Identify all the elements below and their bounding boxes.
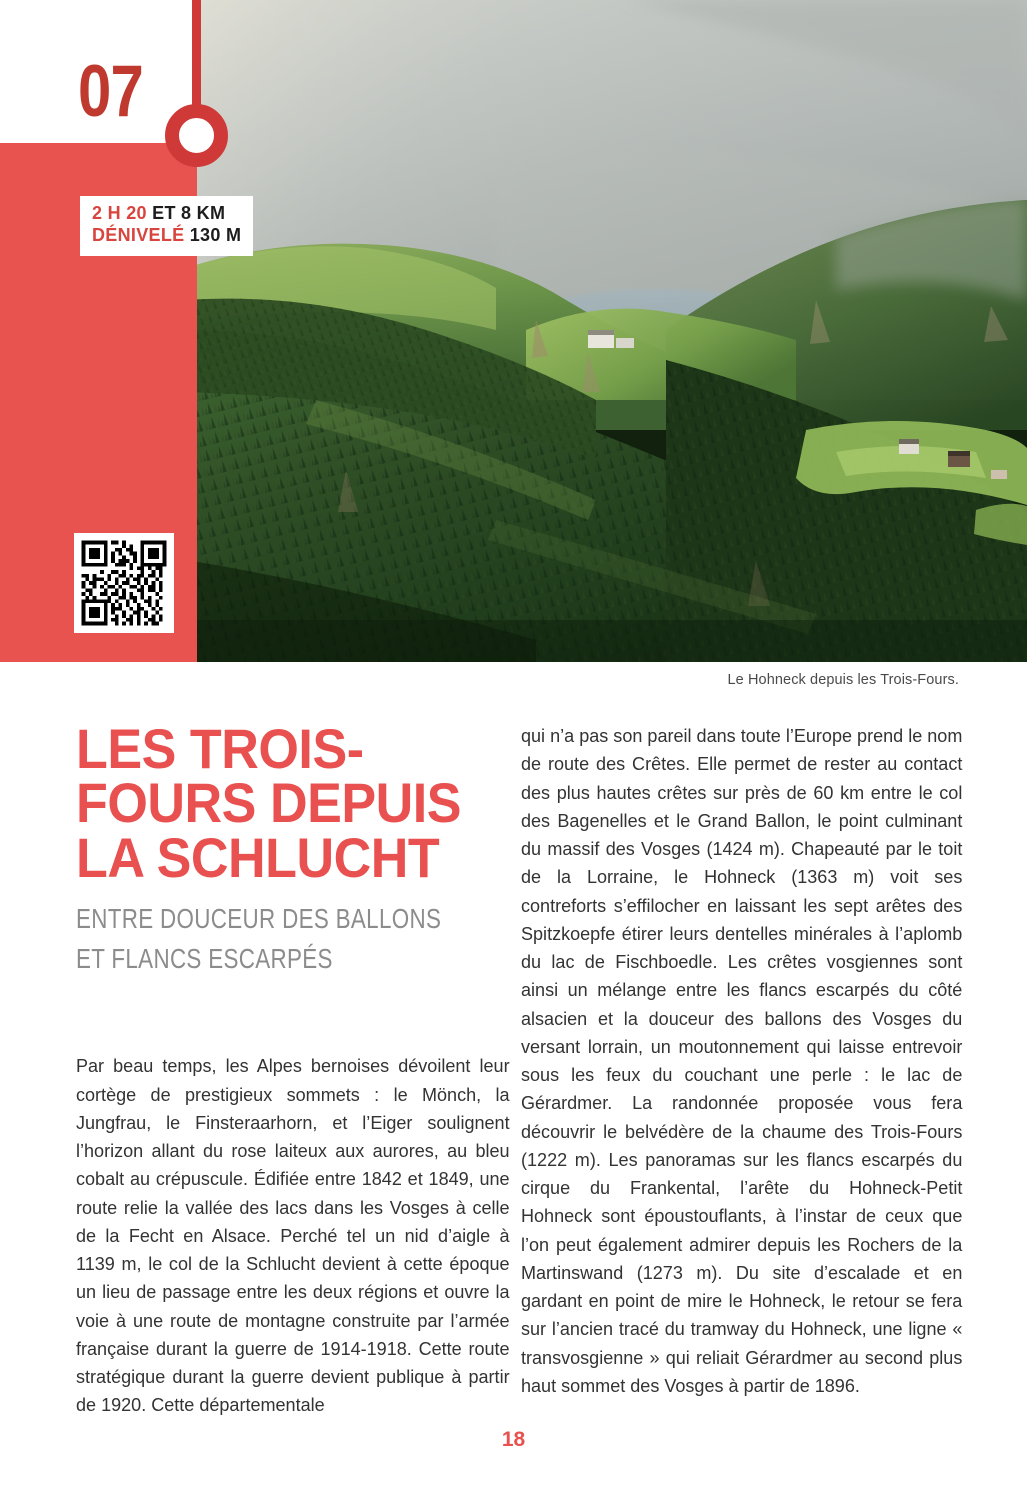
- badge-elevation-value: 130 M: [184, 224, 242, 245]
- hero-section: [0, 0, 1027, 662]
- map-pin-ring-icon: [165, 104, 228, 167]
- article-title-line-3: LA SCHLUCHT: [76, 825, 440, 889]
- qr-code[interactable]: [74, 533, 174, 633]
- article-right-column: [521, 722, 961, 1400]
- article-title-line-2: FOURS DEPUIS: [76, 771, 462, 835]
- badge-duration-value: 2 H 20: [92, 203, 147, 223]
- article-subtitle-line-1: ENTRE DOUCEUR DES BALLONS: [76, 902, 442, 934]
- badge-elevation-label: DÉNIVELÉ: [92, 224, 185, 245]
- article-title: [76, 717, 506, 889]
- hike-info-badge: [80, 196, 253, 256]
- article-title-line-1: LES TROIS-: [76, 717, 364, 780]
- article-body-left: Par beau temps, les Alpes bernoises dévoilent leur cortège de prestigieux sommets : le Mönch, la Jungfrau, le Finsteraarhorn, et l’Eiger soulignent l’horizon allant du rose laiteux aux aurores, au bleu cobalt au crépuscule. Édifiée entre 1842 et 1849, une route relie la vallée des lacs dans les Vosges à celle de la Fecht en Alsace. Perché tel un nid d’aigle à 1139 m, le col de la Schlucht devient à cette époque un lieu de passage entre les deux régions et ouvre la voie à une route de montagne construite par l’armée française durant la guerre de 1914-1918. Cette route stratégique durant la guerre devient publique à partir de 1920. Cette départementale: [76, 1055, 510, 1416]
- article-left-column: [76, 717, 510, 1420]
- article-subtitle-line-2: ET FLANCS ESCARPÉS: [76, 942, 333, 974]
- article-subtitle: [76, 899, 505, 979]
- badge-distance-value: ET 8 KM: [146, 203, 226, 223]
- badge-elevation: [92, 225, 241, 247]
- photo-caption: Le Hohneck depuis les Trois-Fours.: [727, 672, 959, 688]
- mountain-landscape-illustration: [196, 0, 1027, 662]
- page-number: 18: [501, 1428, 526, 1451]
- article-body-right: qui n’a pas son pareil dans toute l’Europe prend le nom de route des Crêtes. Elle permet de rester au contact des plus hautes crêtes sur près de 60 km entre le col des Bagenelles et le Grand Ballon, le point culminant du massif des Vosges (1424 m). Chapeauté par le toit de la Lorraine, le Hohneck (1363 m) voit ses contreforts s’effilocher en laissant les sept arêtes des Spitzkoepfe étirer leurs dentelles minérales à l’aplomb du lac de Fischboedle. Les crêtes vosgiennes sont ainsi un mélange entre les flancs escarpés du côté alsacien et la douceur des ballons des Vosges du versant lorrain, un moutonnement qui laisse entrevoir sous les feux du couchant une perle : le lac de Gérardmer. La randonnée proposée vous fera découvrir le belvédère de la chaume des Trois-Fours (1222 m). Les panoramas sur les flancs escarpés du cirque du Frankental, l’arête du Hohneck-Petit Hohneck sont époustouflants, à l’instar de ceux que l’on peut également admirer depuis les Rochers de la Martinswand (1273 m). Du site d’escalade et en gardant en point de mire le Hohneck, le retour se fera sur l’ancien tracé du tramway du Hohneck, une ligne « transvosgienne » qui reliait Gérardmer au second plus haut sommet des Vosges à partir de 1896.: [521, 725, 963, 1396]
- chapter-number: 07: [78, 51, 143, 132]
- qr-code-icon: [78, 537, 170, 629]
- hero-photo: [196, 0, 1027, 662]
- map-pin-stem-icon: [192, 0, 201, 112]
- badge-duration-distance: [92, 203, 241, 225]
